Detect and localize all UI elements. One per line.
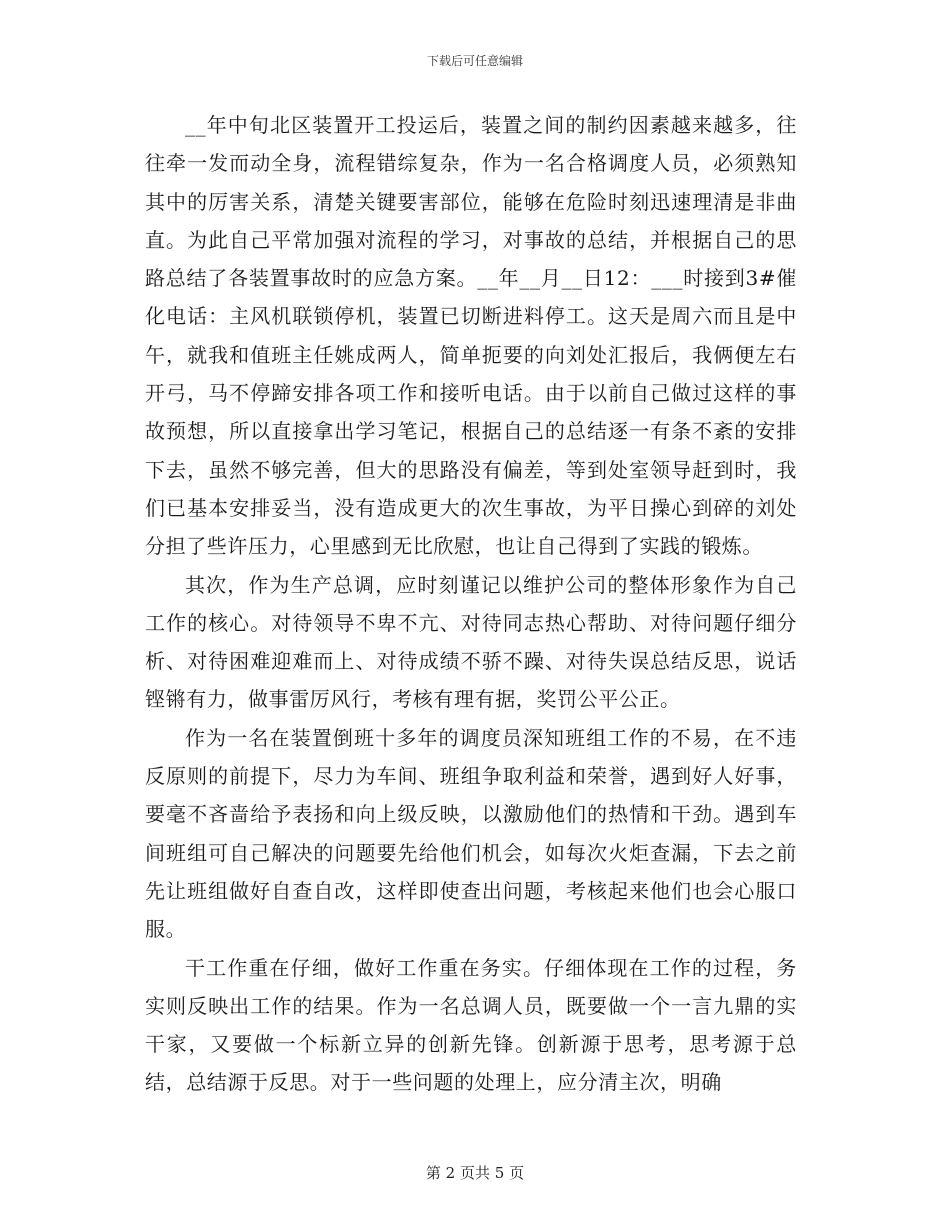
page-header-note: 下载后可任意编辑 [426,54,523,68]
body-paragraph-4: 干工作重在仔细，做好工作重在务实。仔细体现在工作的过程，务实则反映出工作的结果。作为一名总调人员，既要做一个一言九鼎的实干家，又要做一个标新立异的创新先锋。创新源于思考，思考源于总结，总结源于反思。对于一些问题的处理上，应分清主次，明确 [145,955,797,1095]
body-paragraph-2: 其次，作为生产总调，应时刻谨记以维护公司的整体形象作为自己工作的核心。对待领导不卑不亢、对待同志热心帮助、对待问题仔细分析、对待困难迎难而上、对待成绩不骄不躁、对待失误总结反思，说话铿锵有力，做事雷厉风行，考核有理有据，奖罚公平公正。 [145,572,797,712]
body-paragraph-3: 作为一名在装置倒班十多年的调度员深知班组工作的不易，在不违反原则的前提下，尽力为车间、班组争取利益和荣誉，遇到好人好事，要毫不吝啬给予表扬和向上级反映，以激励他们的热情和干劲。遇到车间班组可自己解决的问题要先给他们机会，如每次火炬查漏，下去之前先让班组做好自查自改，这样即使查出问题，考核起来他们也会心服口服。 [145,725,797,942]
body-paragraph-1: __年中旬北区装置开工投运后，装置之间的制约因素越来越多，往往牵一发而动全身，流程错综复杂，作为一名合格调度人员，必须熟知其中的厉害关系，清楚关键要害部位，能够在危险时刻迅速理清是非曲直。为此自己平常加强对流程的学习，对事故的总结，并根据自己的思路总结了各装置事故时的应急方案。__年__月__日12：___时接到3#催化电话：主风机联锁停机，装置已切断进料停工。这天是周六而且是中午，就我和值班主任姚成两人，简单扼要的向刘处汇报后，我俩便左右开弓，马不停蹄安排各项工作和接听电话。由于以前自己做过这样的事故预想，所以直接拿出学习笔记，根据自己的总结逐一有条不紊的安排下去，虽然不够完善，但大的思路没有偏差，等到处室领导赶到时，我们已基本安排妥当，没有造成更大的次生事故，为平日操心到碎的刘处分担了些许压力，心里感到无比欣慰，也让自己得到了实践的锻炼。 [145,113,797,559]
page-number-footer: 第 2 页共 5 页 [425,1164,525,1182]
document-body [145,106,797,1102]
